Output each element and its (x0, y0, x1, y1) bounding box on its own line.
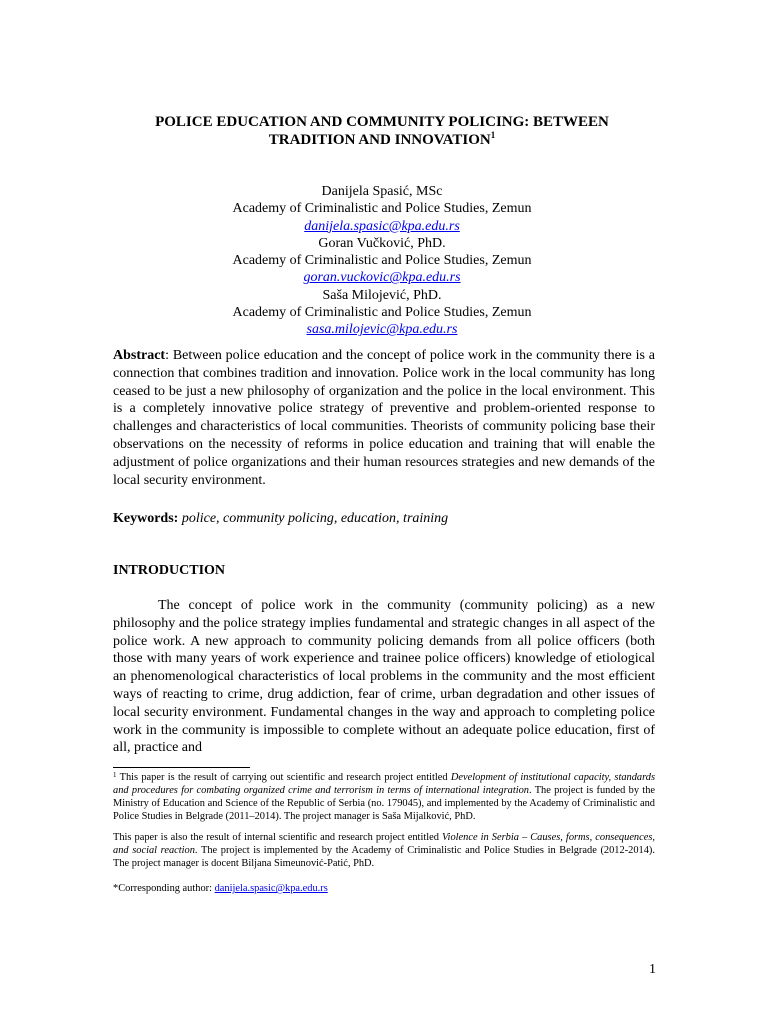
author-email-link[interactable]: goran.vuckovic@kpa.edu.rs (303, 270, 461, 286)
title-line-1: POLICE EDUCATION AND COMMUNITY POLICING: BETWEEN (155, 114, 609, 130)
page-number: 1 (649, 962, 656, 977)
abstract-paragraph (113, 347, 655, 489)
abstract-label: Abstract (113, 348, 166, 363)
footnote-1-mark: 1 (113, 771, 117, 779)
corresponding-author-label: *Corresponding author: (113, 883, 215, 894)
footnote-2-project-title: Violence in Serbia – Causes, forms, consequences, and social reaction (113, 832, 655, 856)
footnote-2-text-b: . The project is implemented by the Academy of Criminalistic and Police Studies in Belgrade (2012-2014). The project manager is docent Biljana Simeunović-Patić, PhD. (113, 845, 655, 869)
footnote-2 (113, 831, 655, 870)
abstract-text: : Between police education and the concept of police work in the community there is a connection that combines tradition and innovation. Police work in the local community has long ceased to be just a new philosophy of organization and the police in the local environment. This is a completely innovative police strategy of preventive and problem-oriented response to challenges and characteristics of local communities. Theorists of community policing base their observations on the necessity of reforms in police education and training that will enable the adjustment of police organizations and their human resources strategies and new demands of the local security environment. (113, 348, 655, 488)
corresponding-author-note (113, 882, 655, 895)
author-email-link[interactable]: danijela.spasic@kpa.edu.rs (304, 218, 460, 234)
footnote-1-text-b: . The project is funded by the Ministry of Education and Science of the Republic of Serbia (no. 179045), and implemented by the Academy of Criminalistic and Police Studies in Belgrade (2011–2014). The project manager is Saša Mijalković, PhD. (113, 785, 656, 822)
author-affiliation: Academy of Criminalistic and Police Studies, Zemun (232, 305, 532, 321)
footnote-1 (113, 771, 655, 823)
introduction-paragraph: The concept of police work in the community (community policing) as a new philosophy and the police strategy implies fundamental and strategic changes in all aspect of the police work. A new approach to community policing demands from all police officers (both those with many years of work experience and trainee police officers) knowledge of etiological an phenomenological characteristics of local problems in the community and the most efficient ways of reacting to crime, drug addiction, fear of crime, urban degradation and other issues of local security environment. Fundamental changes in the way and approach to completing police work in the community is impossible to complete without an adequate police education, first of all, practice and (113, 598, 655, 756)
title-line-2-text: TRADITION AND INNOVATION (268, 132, 491, 148)
keywords-line (113, 510, 655, 528)
section-heading-introduction: INTRODUCTION (113, 563, 226, 578)
title-line-2 (112, 131, 652, 149)
keywords-label: Keywords: (113, 511, 179, 526)
author-name: Saša Milojević, PhD. (322, 287, 442, 303)
author-email-link[interactable]: sasa.milojevic@kpa.edu.rs (306, 322, 458, 338)
title-footnote-mark[interactable]: 1 (490, 130, 496, 140)
author-affiliation: Academy of Criminalistic and Police Studies, Zemun (232, 253, 532, 269)
author-name: Danijela Spasić, MSc (321, 184, 443, 199)
paper-title (112, 113, 652, 149)
footnote-divider (113, 767, 250, 768)
corresponding-author-email-link[interactable]: danijela.spasic@kpa.edu.rs (214, 883, 328, 894)
author-affiliation: Academy of Criminalistic and Police Studies, Zemun (232, 201, 532, 217)
footnote-1-project-title: Development of institutional capacity, standards and procedures for combating organized crime and terrorism in terms of international integration (113, 772, 656, 796)
author-name: Goran Vučković, PhD. (318, 235, 446, 251)
footnote-1-text-a: This paper is the result of carrying out scientific and research project entitled (116, 772, 451, 783)
author-block (112, 183, 652, 339)
footnotes-block (113, 771, 655, 903)
footnote-2-text-a: This paper is also the result of internal scientific and research project entitled (113, 832, 442, 843)
keywords-value: police, community policing, education, training (181, 511, 449, 526)
